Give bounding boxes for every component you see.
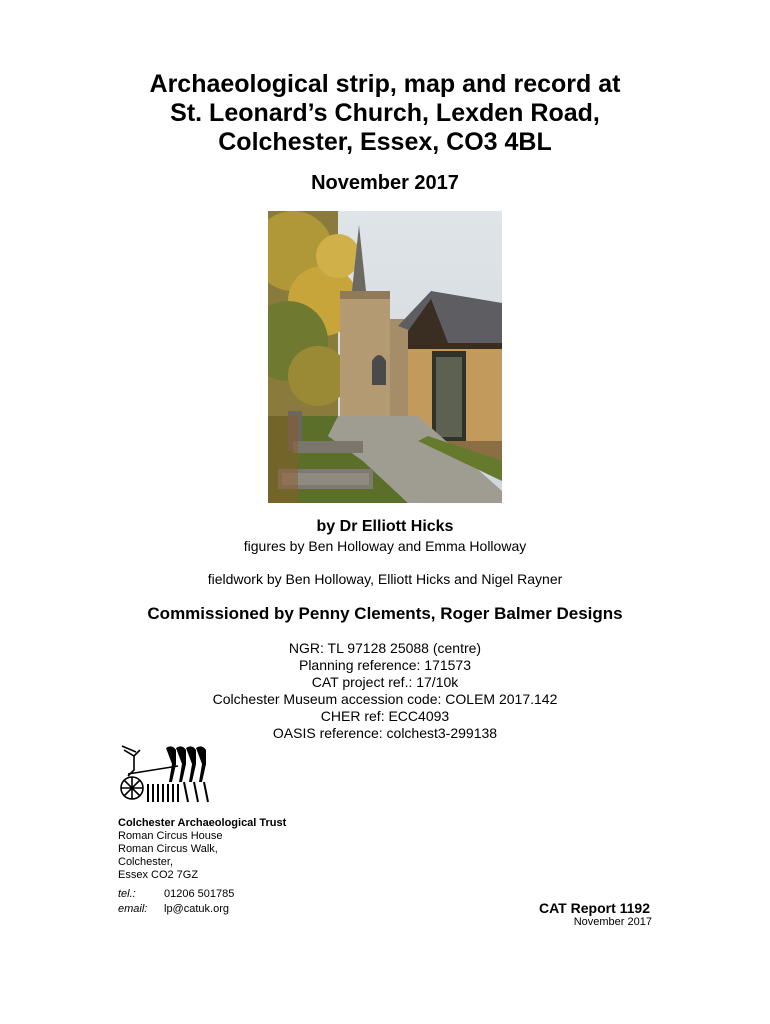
planning-reference: Planning reference: 171573 xyxy=(298,657,472,673)
trust-address xyxy=(118,817,286,882)
email-address[interactable]: lp@catuk.org xyxy=(164,903,229,915)
address-line: Essex CO2 7GZ xyxy=(118,869,199,881)
figures-credit: figures by Ben Holloway and Emma Holloway xyxy=(243,538,527,554)
tel-label: tel.: xyxy=(118,888,136,900)
title-line-2: St. Leonard’s Church, Lexden Road, xyxy=(170,99,600,127)
reference-block xyxy=(0,640,770,742)
tel-number: 01206 501785 xyxy=(164,888,235,900)
email-label: email: xyxy=(118,903,148,915)
cher-reference: CHER ref: ECC4093 xyxy=(320,708,450,724)
oasis-reference: OASIS reference: colchest3-299138 xyxy=(272,725,498,741)
fieldwork-credit: fieldwork by Ben Holloway, Elliott Hicks and Nigel Rayner xyxy=(207,571,563,587)
museum-accession-code: Colchester Museum accession code: COLEM 2017.142 xyxy=(212,691,558,707)
church-photo xyxy=(268,211,502,503)
trust-name: Colchester Archaeological Trust xyxy=(118,817,287,829)
report-number: CAT Report 1192 xyxy=(539,900,650,916)
title-line-1: Archaeological strip, map and record at xyxy=(149,70,621,98)
chariot-logo xyxy=(118,744,214,806)
title-line-3: Colchester, Essex, CO3 4BL xyxy=(218,128,552,156)
commissioned-by: Commissioned by Penny Clements, Roger Balmer Designs xyxy=(147,604,623,623)
address-line: Colchester, xyxy=(118,856,174,868)
cat-project-reference: CAT project ref.: 17/10k xyxy=(311,674,459,690)
ngr-reference: NGR: TL 97128 25088 (centre) xyxy=(288,640,482,656)
report-date: November 2017 xyxy=(311,172,459,194)
report-title xyxy=(0,70,770,157)
author-line: by Dr Elliott Hicks xyxy=(316,518,454,535)
report-number-date: November 2017 xyxy=(573,916,652,928)
address-line: Roman Circus Walk, xyxy=(118,843,218,855)
address-line: Roman Circus House xyxy=(118,830,223,842)
contact-block xyxy=(118,887,234,917)
